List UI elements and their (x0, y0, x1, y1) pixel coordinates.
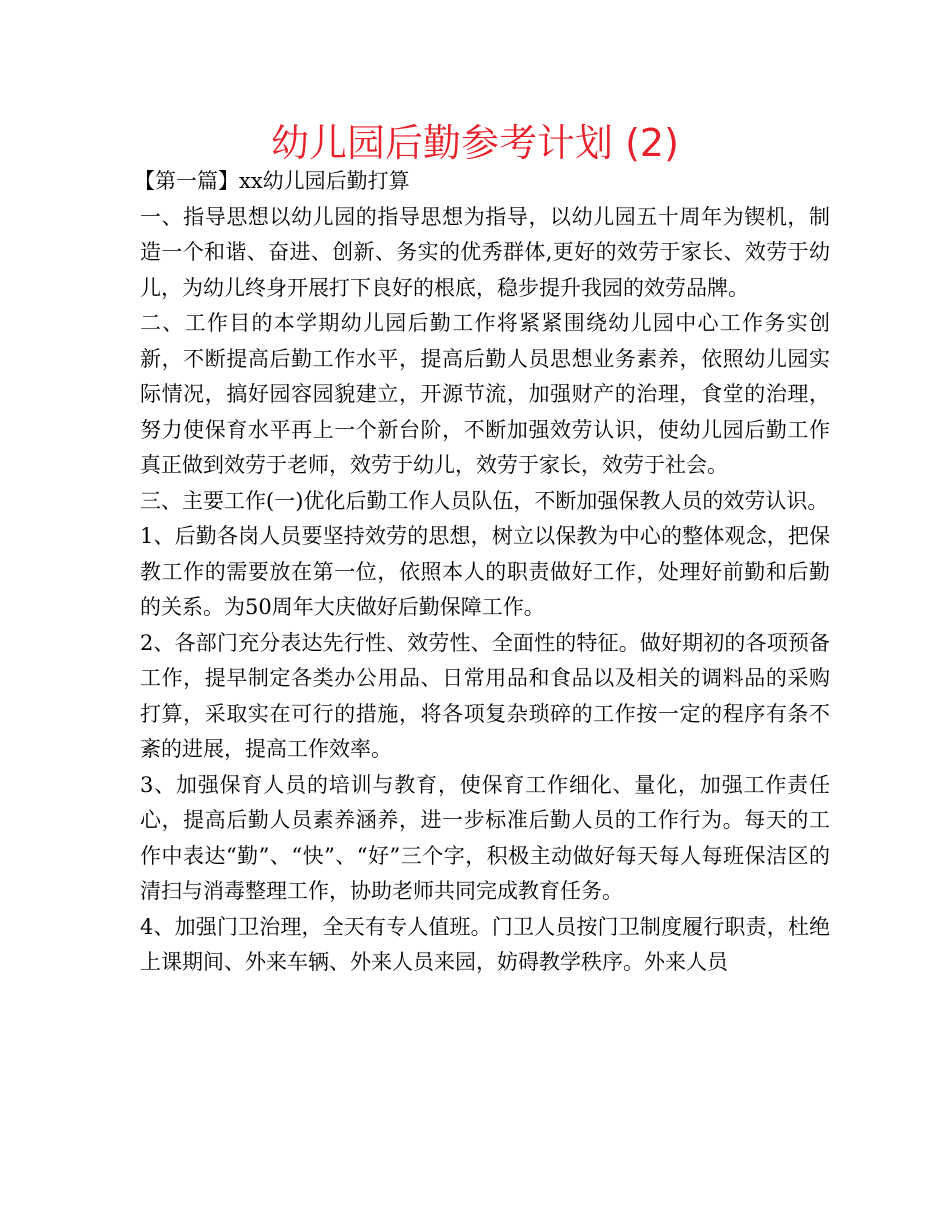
paragraph-item-3: 3、加强保育人员的培训与教育，使保育工作细化、量化，加强工作责任心，提高后勤人员素养涵养，进一步标准后勤人员的工作行为。每天的工作中表达“勤”、“快”、“好”三个字，积极主动做好每天每人每班保洁区的清扫与消毒整理工作，协助老师共同完成教育任务。 (140, 772, 830, 903)
paragraph-item-4: 4、加强门卫治理，全天有专人值班。门卫人员按门卫制度履行职责，杜绝上课期间、外来车辆、外来人员来园，妨碍教学秩序。外来人员 (140, 914, 830, 974)
section-heading: 【第一篇】xx幼儿园后勤打算 (134, 169, 410, 193)
paragraph-main-work: 三、主要工作(一)优化后勤工作人员队伍，不断加强保教人员的效劳认识。 (140, 488, 829, 513)
paragraph-item-2: 2、各部门充分表达先行性、效劳性、全面性的特征。做好期初的各项预备工作，提早制定各类办公用品、日常用品和食品以及相关的调料品的采购打算，采取实在可行的措施，将各项复杂琐碎的工作按一定的程序有条不紊的进展，提高工作效率。 (140, 630, 830, 761)
paragraph-work-goals: 二、工作目的本学期幼儿园后勤工作将紧紧围绕幼儿园中心工作务实创新，不断提高后勤工作水平，提高后勤人员思想业务素养，依照幼儿园实际情况，搞好园容园貌建立，开源节流，加强财产的治理，食堂的治理，努力使保育水平再上一个新台阶，不断加强效劳认识，使幼儿园后勤工作真正做到效劳于老师，效劳于幼儿，效劳于家长，效劳于社会。 (140, 311, 830, 477)
document-title: 幼儿园后勤参考计划 (2) (271, 121, 679, 165)
paragraph-guiding-thought: 一、指导思想以幼儿园的指导思想为指导，以幼儿园五十周年为锲机，制造一个和谐、奋进、创新、务实的优秀群体,更好的效劳于家长、效劳于幼儿，为幼儿终身开展打下良好的根底，稳步提升我园的效劳品牌。 (140, 204, 830, 300)
paragraph-item-1: 1、后勤各岗人员要坚持效劳的思想，树立以保教为中心的整体观念，把保教工作的需要放在第一位，依照本人的职责做好工作，处理好前勤和后勤的关系。为50周年大庆做好后勤保障工作。 (140, 524, 830, 619)
document-body (134, 164, 830, 981)
